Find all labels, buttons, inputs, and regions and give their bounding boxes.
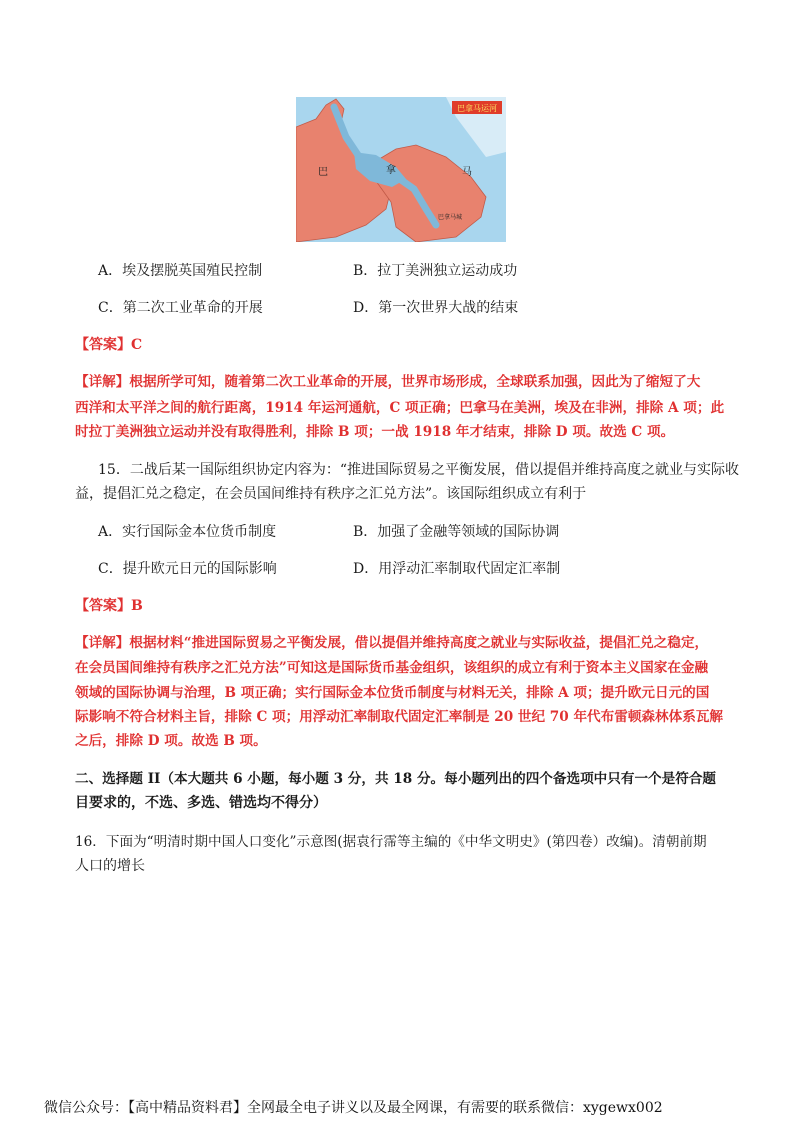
q15-explain-line-2: 在会员国间维持有秩序之汇兑方法”可知这是国际货币基金组织，该组织的成立有利于资本主义国家在金融 bbox=[75, 660, 709, 676]
q15-option-a: A．实行国际金本位货币制度 bbox=[98, 524, 277, 540]
map-label-center: 拿 bbox=[386, 165, 396, 176]
footer-wechat-notice: 微信公众号：【高中精品资料君】全网最全电子讲义以及最全网课，有需要的联系微信：xygewx002 bbox=[44, 1100, 663, 1116]
q15-explain-line-5: 之后，排除 D 项。故选 B 项。 bbox=[75, 733, 267, 749]
q15-explain-line-1: 【详解】根据材料“推进国际贸易之平衡发展，借以提倡并维持高度之就业与实际收益，提倡汇兑之稳定， bbox=[75, 635, 709, 651]
map-label-bottom: 巴拿马城 bbox=[438, 214, 463, 221]
map-label-right: 马 bbox=[462, 167, 472, 178]
q14-explain-line-1: 【详解】根据所学可知，随着第二次工业革命的开展，世界市场形成，全球联系加强，因此为了缩短了大 bbox=[75, 374, 701, 390]
section2-title-line-2: 目要求的，不选、多选、错选均不得分） bbox=[75, 795, 327, 811]
q15-stem-line-2: 益，提倡汇兑之稳定，在会员国间维持有秩序之汇兑方法”。该国际组织成立有利于 bbox=[75, 486, 587, 502]
q14-option-c: C．第二次工业革命的开展 bbox=[98, 300, 263, 316]
q16-stem-line-1: 16．下面为“明清时期中国人口变化”示意图(据袁行霈等主编的《中华文明史》(第四卷）改编)。清朝前期 bbox=[75, 834, 707, 850]
section2-title-line-1: 二、选择题 II（本大题共 6 小题，每小题 3 分，共 18 分。每小题列出的四个备选项中只有一个是符合题 bbox=[75, 771, 717, 787]
q15-answer: 【答案】B bbox=[75, 598, 143, 614]
map-legend-label: 巴拿马运河 bbox=[457, 104, 497, 113]
q14-option-a: A．埃及摆脱英国殖民控制 bbox=[98, 263, 263, 279]
q15-option-b: B．加强了金融等领域的国际协调 bbox=[353, 524, 560, 540]
map-label-left: 巴 bbox=[318, 167, 328, 178]
q14-answer: 【答案】C bbox=[75, 337, 143, 353]
q15-option-d: D．用浮动汇率制取代固定汇率制 bbox=[353, 561, 561, 577]
q15-stem-line-1: 15．二战后某一国际组织协定内容为：“推进国际贸易之平衡发展，借以提倡并维持高度之就业与实际收 bbox=[98, 462, 739, 478]
q16-stem-line-2: 人口的增长 bbox=[75, 858, 145, 874]
map-svg bbox=[296, 97, 506, 242]
q15-explain-line-3: 领域的国际协调与治理，B 项正确；实行国际金本位货币制度与材料无关，排除 A 项；提升欧元日元的国 bbox=[75, 685, 710, 701]
q15-explain-line-4: 际影响不符合材料主旨，排除 C 项；用浮动汇率制取代固定汇率制是 20 世纪 70 年代布雷顿森林体系瓦解 bbox=[75, 709, 723, 725]
q14-explain-line-3: 时拉丁美洲独立运动并没有取得胜利，排除 B 项；一战 1918 年才结束，排除 D 项。故选 C 项。 bbox=[75, 424, 675, 440]
q14-explain-line-2: 西洋和太平洋之间的航行距离，1914 年运河通航，C 项正确；巴拿马在美洲，埃及在非洲，排除 A 项；此 bbox=[75, 400, 725, 416]
q15-option-c: C．提升欧元日元的国际影响 bbox=[98, 561, 277, 577]
q14-option-b: B．拉丁美洲独立运动成功 bbox=[353, 263, 518, 279]
q14-option-d: D．第一次世界大战的结束 bbox=[353, 300, 519, 316]
panama-canal-map bbox=[296, 97, 506, 242]
